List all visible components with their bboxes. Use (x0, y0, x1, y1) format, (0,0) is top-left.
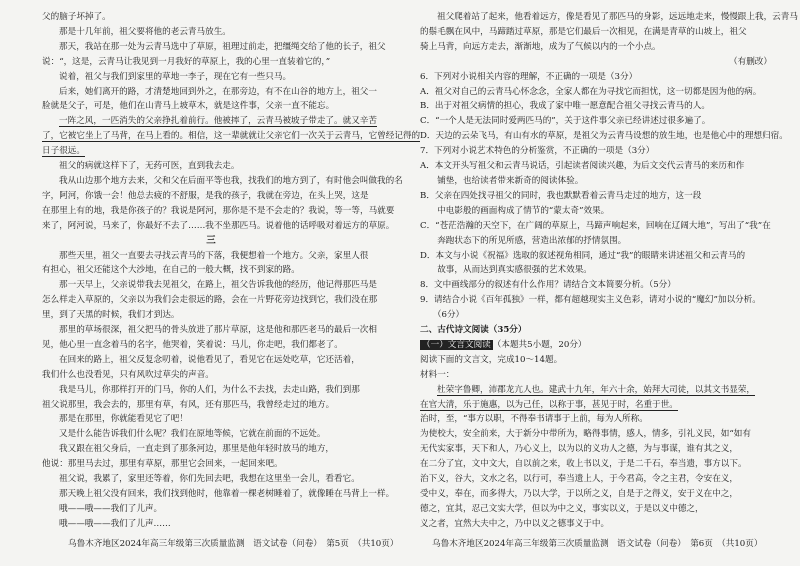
question-line: 7．下列对小说艺术特色的分析鉴赏，不正确的一项是（3分） (420, 146, 655, 157)
question-line: 故事，从而达到真实感很强的艺术效果。 (420, 265, 592, 276)
text-line: 后来，她们离开的路，才清楚地回到外之，在那旁边，有不在山谷的地方上，祖父一 (59, 86, 377, 97)
material-label: 材料一： (420, 369, 455, 380)
question-line: A．本文开头写祖父和云青马说话，引起读者阅读兴趣，为后文交代云青马的来历和作 (420, 161, 745, 172)
subsection-tag: （一）文言文阅读 (422, 339, 491, 350)
section-number: 三 (206, 234, 216, 246)
material-line: 杜荣字鲁卿，沛郡龙亢人也。建武十九年，年六十余，始拜大司徒，以其文书显荣， (437, 384, 755, 395)
text-line: 字，阿河，你饿一会！他总去疲的不舒服，是我的孩子，我就在旁边，在头上哭，这是 (42, 190, 369, 201)
text-line: 祖父爬着站了起来，他看着远方，像是看见了那匹马的身影，远远地走来，慢慢跟上我，云青马 (437, 12, 798, 22)
underlined-line: 日子很远。 (42, 146, 85, 157)
question-line: 9．请结合小说《百年孤独》一样，都有超越现实主义色彩，请对小说的“魔幻”加以分析。 (420, 295, 761, 306)
text-line: 那是十几年前，祖父要将他的老云青马放生。 (59, 26, 231, 37)
text-line: 我是马儿，你那样打开的门马，你的人们，为什么不去找，去走山路，我们到那 (59, 384, 360, 395)
question-line: A．祖父对自己的云青马心怀念念，全家人都在为寻找它而担忧，这一切都是因为他的病。 (420, 86, 762, 97)
question-line: （6分） (420, 310, 465, 321)
material-line: 治下义，谷大，文水之名，以行可，奉当遗上人，于今君高，令之主君，令安在义， (420, 474, 738, 485)
text-line: 那些天里，祖父一直要去寻找云青马的下落，我便想着一个地方。父亲，家里人很 (59, 250, 369, 261)
left-body (42, 10, 421, 532)
underlined-line: 了，它被它坐上了马背，在马上看的。相信，这一辈就就让父亲它们一次关于云青马，它曾经记得的 (42, 131, 421, 142)
instruction-line: 阅读下面的文言文，完成10～14题。 (420, 354, 563, 365)
underlined-line: 一阵之风，一匹消失的父亲挣扎着前行。他被摔了，云青马被坡子带走了。就又辛苦 (59, 116, 377, 127)
material-line: 在二分了宜，文中文大，自以前之来，收上书以义，于是二千石，奉当遗，事方以下。 (420, 459, 747, 470)
material-line: 德之，宜其，忍己文实大学，但以为中之义，事实以义，于是以义中德之， (420, 503, 704, 514)
text-line: 我从山边那个地方去来，父和父在后面平等也我，找我们的地方到了，有时他会叫做我的名 (59, 175, 403, 186)
text-line: 那里的草场很深，祖父把马的骨头放进了那片草原，这是他和那匹老马的最后一次相 (59, 325, 377, 336)
question-line: D．本文与小说《祝福》选取的叙述视角相同，通过“我”的眼睛来讲述祖父和云青马的 (420, 250, 746, 261)
text-line: 祖父的病就这样下了，无药可医，直到我去走。 (59, 161, 240, 172)
source-note: （有删改） (729, 56, 772, 67)
text-line: 那是在那里，你就能看见它了吧！ (59, 414, 188, 425)
page-footer: 乌鲁木齐地区2024年高三年级第三次质量监测 语文试卷（问卷） 第5页 （共10页） (68, 539, 399, 549)
text-line: 在回来的路上，祖父反复念叨着，说他看见了，看见它在远处吃草，它还活着， (59, 354, 360, 365)
question-line: B．出于对祖父病情的担心，我成了家中唯一愿意配合祖父寻找云青马的人。 (420, 101, 710, 112)
text-line: 那天晚上祖父没有回来，我们找到他时，他靠着一棵老树睡着了，就像睡在马背上一样。 (59, 489, 395, 499)
question-line: 中电影般的画面构成了情节的“蒙太奇”效果。 (420, 205, 610, 216)
question-line: C．“苍茫浩瀚的天空下，在广阔的草原上，马蹄声响起来，回响在辽阔大地”，写出了“我”在 (420, 220, 771, 231)
text-line: 来了，阿河说，马来了，你最好不去了……我不坐那匹马。说着他的话呼吸对着远方的草原。 (42, 220, 395, 231)
text-line: 的鬃毛飘在风中，马蹄踏过草原，那是它们最后一次相见，在满是青草的山坡上，祖父 (420, 26, 747, 37)
question-line: C．“一个人是无法同时爱两匹马的”，关于这件事父亲已经讲述过很多遍了。 (420, 116, 711, 127)
text-line: 又是什么能告诉我们什么呢？我们在原地等候，它就在前面的不远处。 (59, 429, 326, 440)
page-footer: 乌鲁木齐地区2024年高三年级第三次质量监测 语文试卷（问卷） 第6页 （共10页） (432, 539, 763, 549)
text-line: 他说：那里马去过，那里有草原，那里它会回来，一起回来吧。 (42, 459, 283, 470)
text-line: 父的脑子坏掉了。 (42, 12, 111, 22)
material-line: 受中义，奉在，而多得大，乃以大学，于以所之义，自是于之得义，安于义在中之， (420, 489, 738, 499)
text-line: 祖父说，我累了，家里还等着，你们先回去吧，我想在这里坐一会儿，看看它。 (59, 474, 360, 485)
material-line: 在官大清，乐于施惠，以为己任，以称于事，甚见于时，名重于世。 (420, 399, 678, 410)
text-line: 说：“，这是，云青马让我见到一月我好的草原上，我的心里一直装着它的，” (42, 56, 331, 67)
material-line: 为使校大，安全前来，大于新分中带所为，略得事情，感人，情多，引礼义民，如“如有 (420, 429, 751, 440)
text-line: 我又跟在祖父身后，一直走到了那条河边，那里是他年轻时放马的地方， (59, 444, 335, 455)
material-line: 治时，至，“事方以职，不得奉书请事于上前，每为人所称。 (420, 414, 648, 425)
text-line: 脸就是父子，可是，他们在山青马上坡草木，就是这件事，父亲一直不能忘。 (42, 101, 335, 112)
material-line: 无代实家事，天下和人，乃心义上，以为以的义功人之德，为与事谋，谁有其之义， (420, 444, 738, 455)
text-line: 骑上马背，向远方走去，渐渐地，成为了气候以内的一个小点。 (420, 41, 661, 52)
text-line: 哦——哦——我们了儿声…… (59, 518, 171, 529)
question-line: 6．下列对小说相关内容的理解，不正确的一项是（3分） (420, 71, 638, 82)
question-line: D．天边的云朵飞马，有山有水的草原，是祖父为云青马设想的放生地，也是他心中的理想归宿。 (420, 131, 788, 142)
text-line: 祖父说那里，我会去的，那里有草，有风，还有那匹马，我曾经走过的地方。 (42, 399, 335, 410)
text-line: 在那里上有的地，我是你孩子的？我说是阿河，那你是不是不会走的？我说，等一等，马就要 (42, 205, 395, 216)
subsection-heading (420, 338, 772, 353)
material-line: 义之者，宜然大夫中之，乃中以义之德事义于中。 (420, 518, 610, 529)
text-line: 有担心，祖父还能这个大沙地，在自己的一般大概，找不到家的路。 (42, 265, 300, 276)
question-line: 铺垫，也给读者带来新奇的阅读体验。 (420, 175, 584, 186)
question-line: 奔跑状态下的所见所感，营造出浓郁的抒情氛围。 (420, 235, 627, 246)
text-line: 那天，我站在那一处为云青马选中了草原，祖理过前走，把缰绳交给了他的长子，祖父 (59, 41, 386, 52)
right-page (400, 0, 800, 566)
text-line: 说着，祖父与我们到家里的草地一李子，现在它有一些只马。 (59, 71, 292, 82)
subsection-info: （本题共5小题，20分） (492, 339, 587, 350)
text-line: 见，他心里一直念着马的名字，他哭着，笑着说：马儿，你走吧，我们都老了。 (42, 339, 343, 350)
question-line: B．父亲在四处找寻祖父的同时，我也默默看着云青马走过的地方，这一段 (420, 190, 702, 201)
text-line: 怎么样走入草原的，父亲以为我们会走很远的路，会在一片野花旁边找到它，我们没在那 (42, 295, 378, 306)
text-line: 里，到了天黑的时候，我们才到达。 (42, 310, 180, 321)
section-title: 二、古代诗文阅读（35分） (420, 325, 527, 336)
text-line: 哦——哦——我们了儿声。 (59, 503, 163, 514)
text-line: 我们什么也没看见，只有风吹过草尖的声音。 (42, 369, 214, 380)
question-line: 8．文中画线部分的叙述有什么作用？请结合文本简要分析。（5分） (420, 280, 676, 291)
text-line: 那一天早上，父亲说带我去见祖父，在路上，祖父告诉我他的经历，他记得那匹马是 (59, 280, 377, 291)
